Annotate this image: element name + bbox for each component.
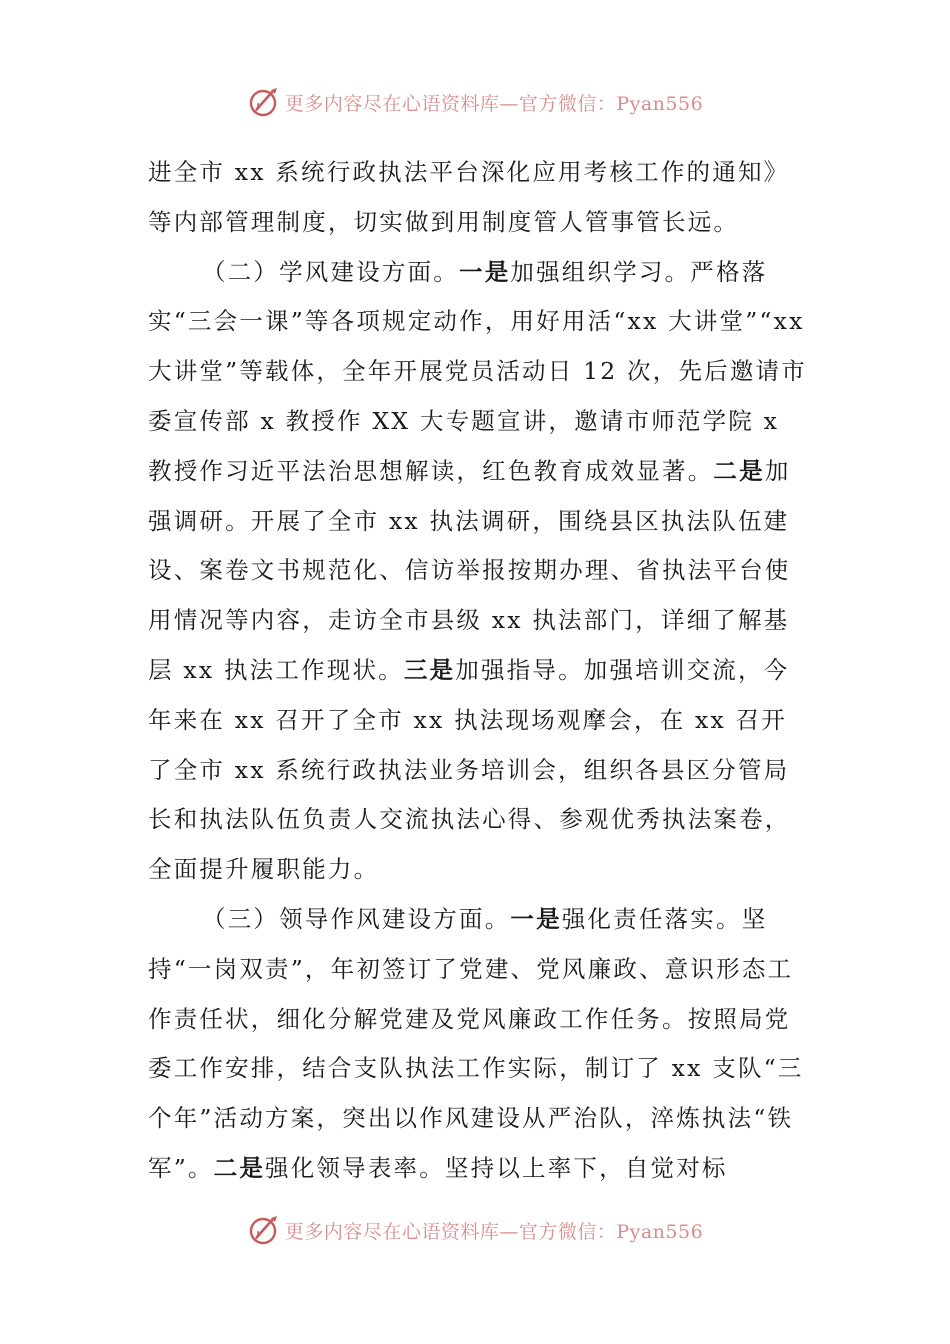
document-body (148, 148, 808, 1194)
text-segment: （二）学风建设方面。 (202, 257, 459, 286)
pen-circle-logo-icon (247, 1213, 281, 1247)
bold-keyword: 二是 (213, 1153, 266, 1182)
bold-keyword: 二是 (713, 456, 765, 485)
bold-keyword: 三是 (403, 655, 456, 684)
paragraph (148, 248, 808, 895)
pen-circle-logo-icon (247, 85, 281, 119)
paragraph (148, 148, 808, 248)
bold-keyword: 一是 (510, 904, 562, 933)
text-segment: 加强指导。加强培训交流，今年来在 xx 召开了全市 xx 执法现场观摩会，在 xx 召开了全市 xx 系统行政执法业务培训会，组织各县区分管局长和执法队伍负责人交流执法心得、参观优秀执法案卷，全面提升履职能力。 (148, 655, 791, 884)
header-watermark-banner (0, 82, 950, 122)
text-segment: 强化责任落实。坚持“一岗双责”，年初签订了党建、党风廉政、意识形态工作责任状，细化分解党建及党风廉政工作任务。按照局党委工作安排，结合支队执法工作实际，制订了 xx 支队“三个年”活动方案，突出以作风建设从严治队，淬炼执法“铁军”。 (148, 904, 804, 1182)
paragraph (148, 895, 808, 1194)
bold-keyword: 一是 (459, 257, 511, 286)
text-segment: 加强组织学习。严格落实“三会一课”等各项规定动作，用好用活“xx 大讲堂”“xx 大讲堂”等载体，全年开展党员活动日 12 次，先后邀请市委宣传部 x 教授作 XX 大专题宣讲，邀请市师范学院 x 教授作习近平法治思想解读，红色教育成效显著。 (148, 257, 807, 485)
text-segment: （三）领导作风建设方面。 (202, 904, 511, 933)
text-segment: 进全市 xx 系统行政执法平台深化应用考核工作的通知》等内部管理制度，切实做到用制度管人管事管长远。 (148, 158, 790, 236)
text-segment: 加强调研。开展了全市 xx 执法调研，围绕县区执法队伍建设、案卷文书规范化、信访举报按期办理、省执法平台使用情况等内容，走访全市县级 xx 执法部门，详细了解基层 xx 执法工作现状。 (148, 456, 791, 684)
watermark-text: 更多内容尽在心语资料库—官方微信：Pyan556 (284, 1220, 704, 1243)
footer-watermark-banner (0, 1210, 950, 1250)
watermark-text: 更多内容尽在心语资料库—官方微信：Pyan556 (284, 92, 704, 115)
text-segment: 强化领导表率。坚持以上率下，自觉对标 (265, 1153, 728, 1182)
